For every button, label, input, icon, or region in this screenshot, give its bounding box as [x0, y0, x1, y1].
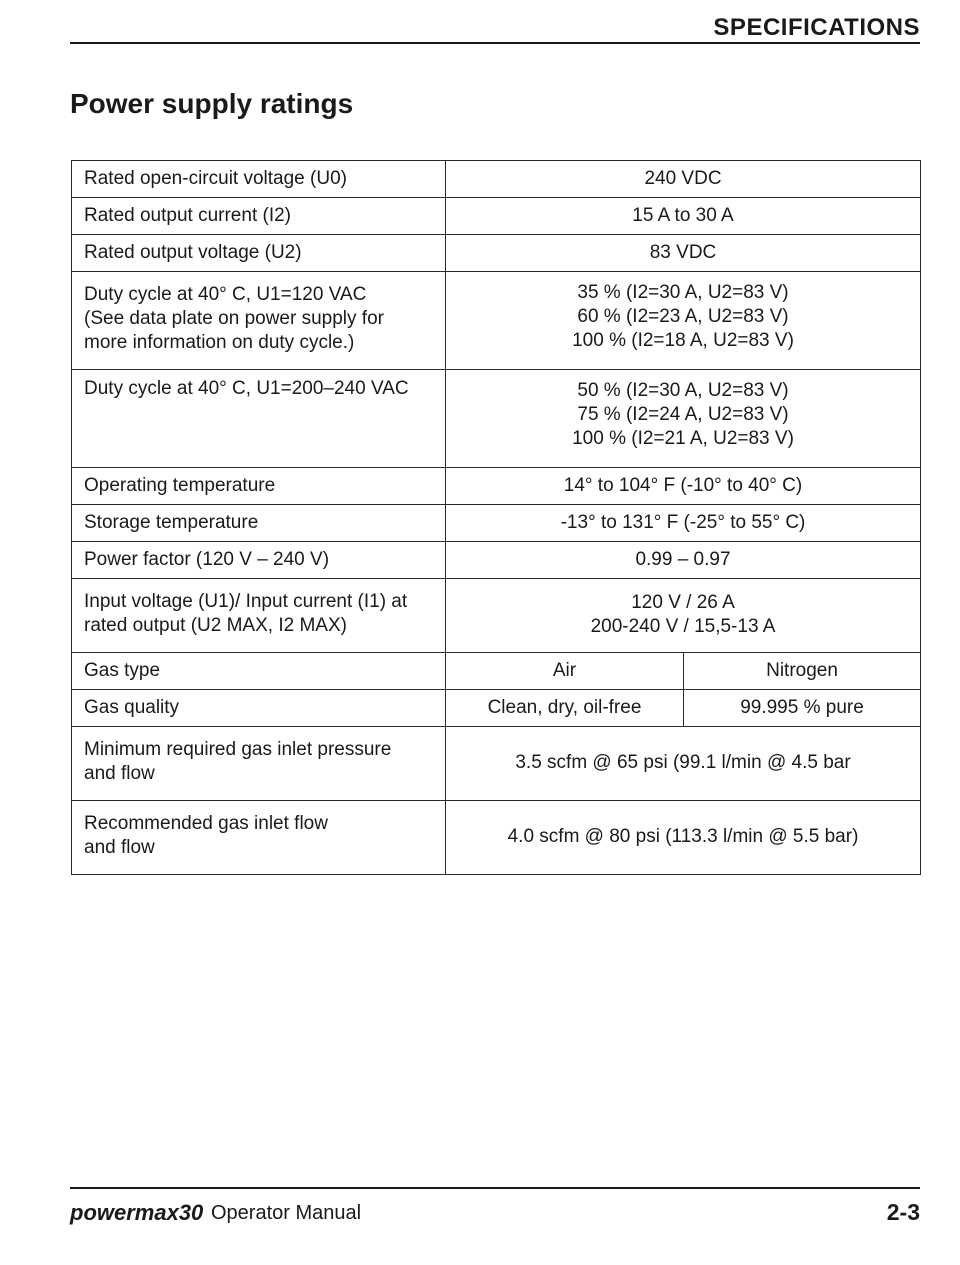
spec-label: Rated open-circuit voltage (U0) — [72, 161, 446, 198]
label-line: and flow — [84, 837, 155, 858]
spec-label: Rated output voltage (U2) — [72, 235, 446, 272]
label-line: (See data plate on power supply for — [84, 308, 384, 329]
spec-value: 4.0 scfm @ 80 psi (113.3 l/min @ 5.5 bar) — [446, 801, 921, 875]
spec-value: -13° to 131° F (-25° to 55° C) — [446, 505, 921, 542]
table-row — [72, 690, 921, 727]
spec-label: Power factor (120 V – 240 V) — [72, 542, 446, 579]
table-row — [72, 505, 921, 542]
spec-label: Gas type — [72, 653, 446, 690]
spec-label — [72, 272, 446, 370]
table-row — [72, 801, 921, 875]
footer-divider — [70, 1187, 920, 1189]
page-section-header: SPECIFICATIONS — [713, 14, 920, 41]
spec-value: 3.5 scfm @ 65 psi (99.1 l/min @ 4.5 bar — [446, 727, 921, 801]
table-row — [72, 727, 921, 801]
table-row — [72, 468, 921, 505]
spec-value: Air — [446, 653, 684, 690]
header-divider — [70, 42, 920, 44]
value-line: 120 V / 26 A — [631, 592, 735, 613]
label-line: more information on duty cycle.) — [84, 332, 355, 353]
spec-value — [446, 370, 921, 468]
value-line: 100 % (I2=18 A, U2=83 V) — [572, 330, 794, 351]
spec-value — [446, 272, 921, 370]
spec-value: 14° to 104° F (-10° to 40° C) — [446, 468, 921, 505]
table-row — [72, 370, 921, 468]
label-line: rated output (U2 MAX, I2 MAX) — [84, 615, 347, 636]
spec-label: Gas quality — [72, 690, 446, 727]
label-line: Recommended gas inlet flow — [84, 813, 328, 834]
spec-label: Storage temperature — [72, 505, 446, 542]
spec-value: 15 A to 30 A — [446, 198, 921, 235]
spec-value: 240 VDC — [446, 161, 921, 198]
power-supply-ratings-table — [71, 160, 921, 875]
spec-label — [72, 579, 446, 653]
value-line: 100 % (I2=21 A, U2=83 V) — [572, 428, 794, 449]
spec-value: 83 VDC — [446, 235, 921, 272]
spec-value — [446, 579, 921, 653]
value-line: 200-240 V / 15,5-13 A — [590, 616, 776, 637]
label-line: Duty cycle at 40° C, U1=120 VAC — [84, 284, 367, 305]
value-line: 50 % (I2=30 A, U2=83 V) — [577, 380, 789, 401]
value-line: 35 % (I2=30 A, U2=83 V) — [577, 282, 789, 303]
spec-label — [72, 727, 446, 801]
label-line: Input voltage (U1)/ Input current (I1) at — [84, 591, 408, 612]
spec-value: 99.995 % pure — [684, 690, 921, 727]
table-row — [72, 161, 921, 198]
label-line: Minimum required gas inlet pressure — [84, 739, 392, 760]
page-number: 2-3 — [886, 1199, 920, 1225]
table-row — [72, 272, 921, 370]
spec-label: Rated output current (I2) — [72, 198, 446, 235]
spec-value: Nitrogen — [684, 653, 921, 690]
footer-manual-title: Operator Manual — [211, 1202, 362, 1224]
table-row — [72, 653, 921, 690]
value-line: 60 % (I2=23 A, U2=83 V) — [577, 306, 789, 327]
table-row — [72, 198, 921, 235]
table-row — [72, 579, 921, 653]
spec-label: Operating temperature — [72, 468, 446, 505]
spec-label — [72, 801, 446, 875]
value-line: 75 % (I2=24 A, U2=83 V) — [577, 404, 789, 425]
table-row — [72, 542, 921, 579]
spec-value: Clean, dry, oil-free — [446, 690, 684, 727]
spec-value: 0.99 – 0.97 — [446, 542, 921, 579]
spec-label: Duty cycle at 40° C, U1=200–240 VAC — [72, 370, 446, 468]
section-title: Power supply ratings — [70, 88, 354, 119]
footer-brand-logo: powermax30 — [70, 1200, 204, 1225]
label-line: and flow — [84, 763, 155, 784]
table-row — [72, 235, 921, 272]
